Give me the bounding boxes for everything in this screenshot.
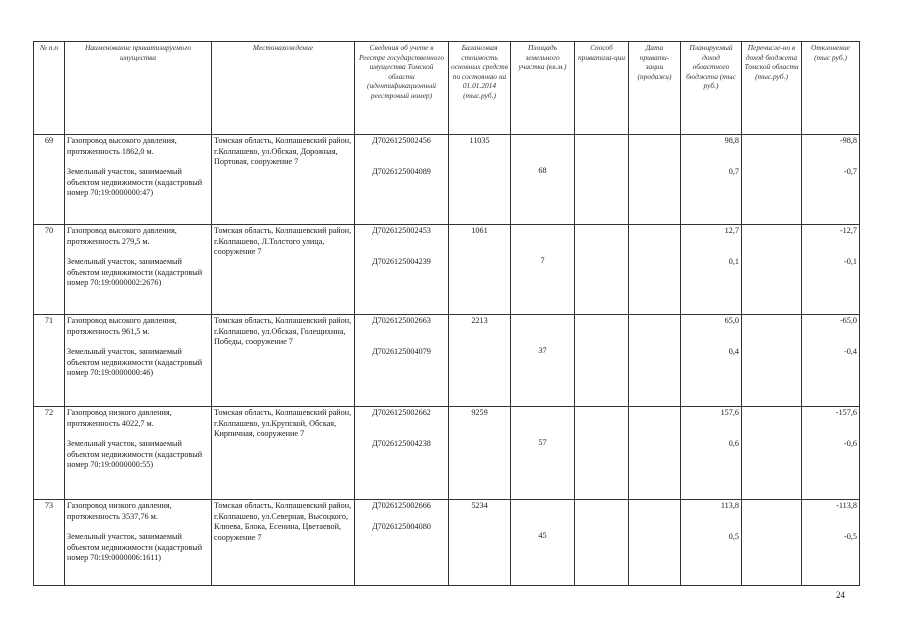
deviation: -157,6 -0,6 <box>802 407 860 500</box>
balance-value: 9259 <box>449 407 511 500</box>
col-header-balance: Балансовая стоимость основных средств по состоянию на 01.01.2014 (тыс.руб.) <box>449 42 511 135</box>
col-header-method: Способ приватиза-ции <box>575 42 629 135</box>
asset-location: Томская область, Колпашевский район, г.Колпашево, ул.Обская, Голещихина, Победы, сооружение 7 <box>212 315 355 407</box>
privatization-method <box>575 135 629 225</box>
asset-location: Томская область, Колпашевский район, г.Колпашево, Л.Толстого улица, сооружение 7 <box>212 225 355 315</box>
deviation: -65,0 -0,4 <box>802 315 860 407</box>
paid-amount <box>742 315 802 407</box>
asset-name: Газопровод низкого давления, протяженность 4022,7 м. Земельный участок, занимаемый объектом недвижимости (кадастровый номер 70:19:0000000:55) <box>65 407 212 500</box>
row-number: 69 <box>34 135 65 225</box>
registry-number: Д7026125002456 Д7026125004089 <box>355 135 449 225</box>
deviation: -12,7 -0,1 <box>802 225 860 315</box>
deviation: -113,8 -0,5 <box>802 500 860 586</box>
paid-amount <box>742 135 802 225</box>
land-area: 37 <box>511 315 575 407</box>
privatization-date <box>629 135 681 225</box>
land-area: 57 <box>511 407 575 500</box>
deviation: -98,8 -0,7 <box>802 135 860 225</box>
table-row <box>34 135 860 225</box>
paid-amount <box>742 407 802 500</box>
land-area: 68 <box>511 135 575 225</box>
balance-value: 1061 <box>449 225 511 315</box>
registry-number: Д7026125002453 Д7026125004239 <box>355 225 449 315</box>
col-header-number: № п.п <box>34 42 65 135</box>
asset-name: Газопровод высокого давления, протяженность 961,5 м. Земельный участок, занимаемый объектом недвижимости (кадастровый номер 70:19:0000000:46) <box>65 315 212 407</box>
row-number: 73 <box>34 500 65 586</box>
paid-amount <box>742 500 802 586</box>
col-header-location: Местонахождение <box>212 42 355 135</box>
privatization-table <box>33 41 860 586</box>
privatization-date <box>629 500 681 586</box>
planned-income: 157,6 0,6 <box>681 407 742 500</box>
balance-value: 2213 <box>449 315 511 407</box>
asset-name: Газопровод высокого давления, протяженность 1862,0 м. Земельный участок, занимаемый объектом недвижимости (кадастровый номер 70:19:0000000:47) <box>65 135 212 225</box>
planned-income: 65,0 0,4 <box>681 315 742 407</box>
col-header-paid: Перечисле-но в доход бюджета Томской области (тыс.руб.) <box>742 42 802 135</box>
row-number: 70 <box>34 225 65 315</box>
page-number: 24 <box>836 590 845 600</box>
row-number: 71 <box>34 315 65 407</box>
col-header-name: Наименование приватизируемого имущества <box>65 42 212 135</box>
registry-number: Д7026125002666 Д7026125004080 <box>355 500 449 586</box>
col-header-date: Дата привати-зации (продажи) <box>629 42 681 135</box>
privatization-method <box>575 500 629 586</box>
planned-income: 113,8 0,5 <box>681 500 742 586</box>
paid-amount <box>742 225 802 315</box>
col-header-deviation: Отклонение (тыс руб.) <box>802 42 860 135</box>
planned-income: 98,8 0,7 <box>681 135 742 225</box>
planned-income: 12,7 0,1 <box>681 225 742 315</box>
col-header-planned: Планируемый доход областного бюджета (тыс руб.) <box>681 42 742 135</box>
balance-value: 5234 <box>449 500 511 586</box>
privatization-date <box>629 407 681 500</box>
col-header-area: Площадь земельного участка (кв.м.) <box>511 42 575 135</box>
registry-number: Д7026125002663 Д7026125004079 <box>355 315 449 407</box>
table-row <box>34 407 860 500</box>
asset-name: Газопровод низкого давления, протяженность 3537,76 м. Земельный участок, занимаемый объектом недвижимости (кадастровый номер 70:19:0000006:1611) <box>65 500 212 586</box>
privatization-date <box>629 225 681 315</box>
land-area: 45 <box>511 500 575 586</box>
registry-number: Д7026125002662 Д7026125004238 <box>355 407 449 500</box>
table-row <box>34 500 860 586</box>
asset-location: Томская область, Колпашевский район, г.Колпашево, ул.Крупской, Обская, Кирпичная, сооружение 7 <box>212 407 355 500</box>
col-header-registry: Сведения об учете в Реестре государственного имущества Томской области (идентификационный реестровый номер) <box>355 42 449 135</box>
table-row <box>34 315 860 407</box>
balance-value: 11035 <box>449 135 511 225</box>
asset-name: Газопровод высокого давления, протяженность 279,5 м. Земельный участок, занимаемый объектом недвижимости (кадастровый номер 70:19:0000002:2676) <box>65 225 212 315</box>
land-area: 7 <box>511 225 575 315</box>
asset-location: Томская область, Колпашевский район, г.Колпашево, ул.Северная, Высоцкого, Клюева, Блока, Есенина, Цветаевой, сооружение 7 <box>212 500 355 586</box>
row-number: 72 <box>34 407 65 500</box>
privatization-method <box>575 315 629 407</box>
header-row <box>34 42 860 135</box>
asset-location: Томская область, Колпашевский район, г.Колпашево, ул.Обская, Дорожная, Портовая, сооружение 7 <box>212 135 355 225</box>
privatization-method <box>575 407 629 500</box>
privatization-date <box>629 315 681 407</box>
table-row <box>34 225 860 315</box>
privatization-method <box>575 225 629 315</box>
